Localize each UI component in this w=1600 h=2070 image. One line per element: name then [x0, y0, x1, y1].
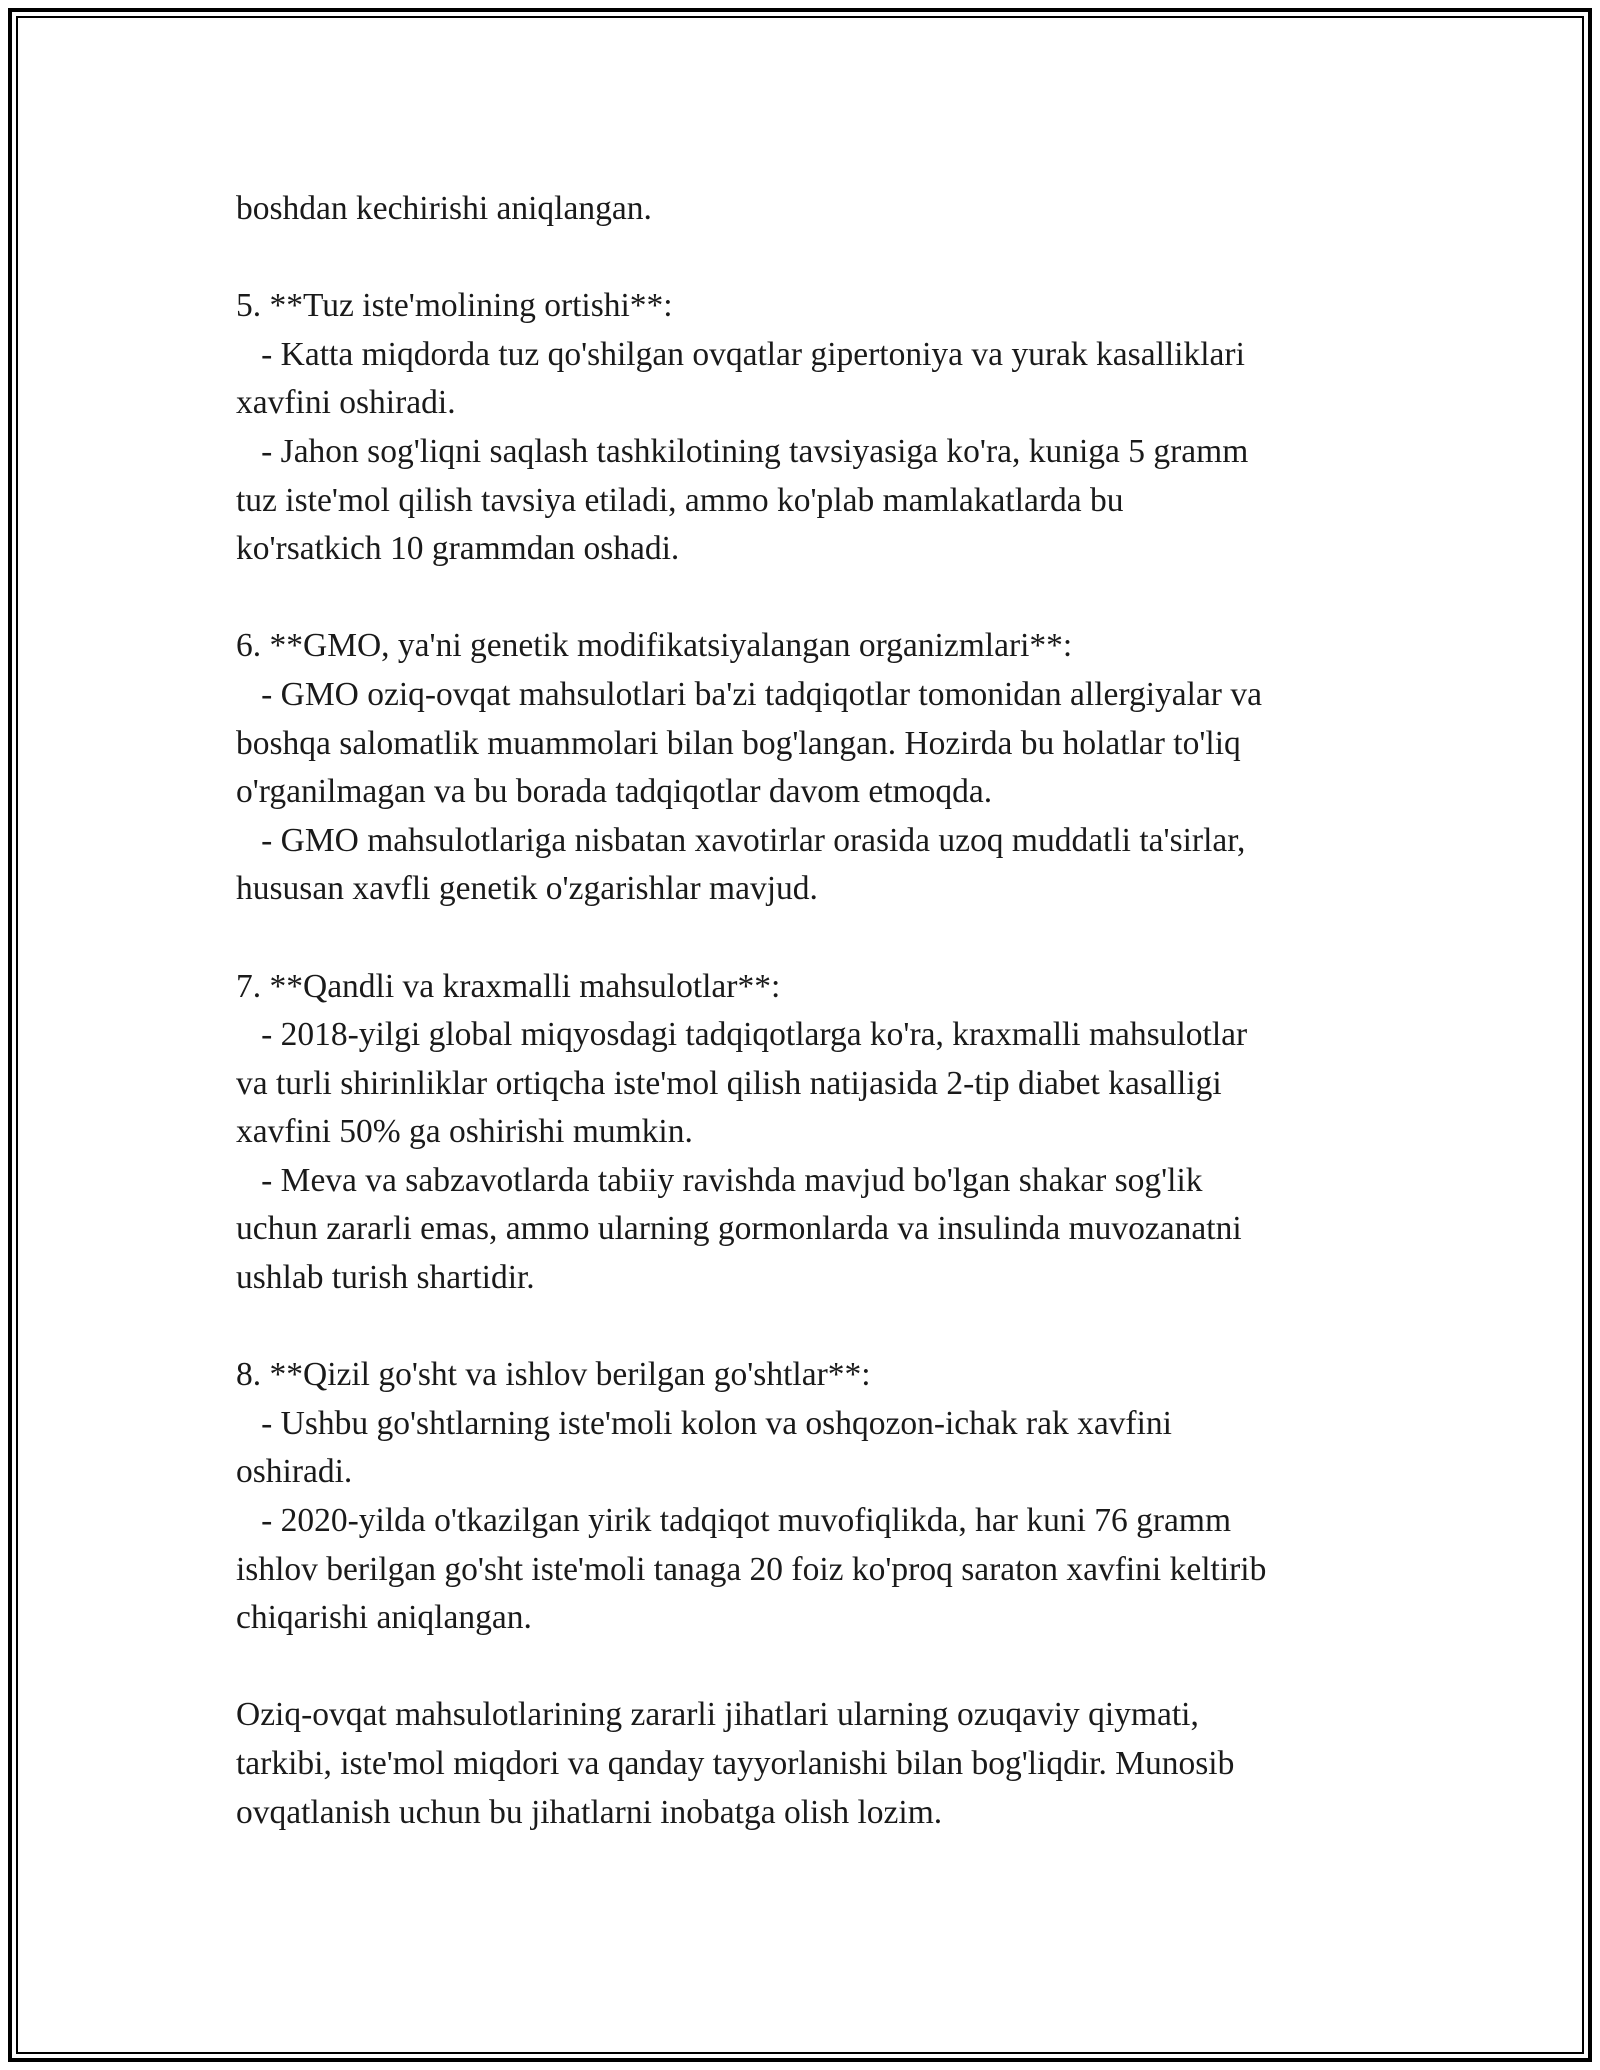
text-line: boshqa salomatlik muammolari bilan bog'langan. Hozirda bu holatlar to'liq — [236, 724, 1241, 762]
paragraph-gap — [236, 1643, 1366, 1692]
section-heading-salt: 5. **Tuz iste'molining ortishi**: — [236, 287, 673, 325]
conclusion-line: ovqatlanish uchun bu jihatlarni inobatga olish lozim. — [236, 1793, 943, 1831]
text-line: - Ushbu go'shtlarning iste'moli kolon va oshqozon-ichak rak xavfini — [236, 1404, 1172, 1442]
text-line: - Jahon sog'liqni saqlash tashkilotining tavsiyasiga ko'ra, kuniga 5 gramm — [236, 432, 1249, 470]
document-body — [236, 185, 1366, 1837]
conclusion-line: Oziq-ovqat mahsulotlarining zararli jihatlari ularning ozuqaviy qiymati, — [236, 1696, 1199, 1734]
text-line: uchun zararli emas, ammo ularning gormonlarda va insulinda muvozanatni — [236, 1210, 1242, 1248]
text-line: - GMO oziq-ovqat mahsulotlari ba'zi tadqiqotlar tomonidan allergiyalar va — [236, 675, 1262, 713]
paragraph-gap — [236, 234, 1366, 283]
text-line: xavfini 50% ga oshirishi mumkin. — [236, 1113, 693, 1151]
text-line: va turli shirinliklar ortiqcha iste'mol qilish natijasida 2-tip diabet kasalligi — [236, 1064, 1222, 1102]
paragraph-gap — [236, 574, 1366, 623]
text-line: boshdan kechirishi aniqlangan. — [236, 190, 652, 227]
text-line: - GMO mahsulotlariga nisbatan xavotirlar orasida uzoq muddatli ta'sirlar, — [236, 821, 1246, 859]
paragraph-gap — [236, 1303, 1366, 1352]
conclusion-line: tarkibi, iste'mol miqdori va qanday tayyorlanishi bilan bog'liqdir. Munosib — [236, 1745, 1235, 1782]
section-heading-red-meat: 8. **Qizil go'sht va ishlov berilgan go'shtlar**: — [236, 1356, 871, 1394]
paragraph-gap — [236, 914, 1366, 963]
text-line: - Katta miqdorda tuz qo'shilgan ovqatlar gipertoniya va yurak kasalliklari — [236, 335, 1245, 373]
text-line: ko'rsatkich 10 grammdan oshadi. — [236, 530, 680, 568]
text-line: tuz iste'mol qilish tavsiya etiladi, ammo ko'plab mamlakatlarda bu — [236, 481, 1124, 519]
text-line: hususan xavfli genetik o'zgarishlar mavjud. — [236, 870, 818, 908]
text-line: oshiradi. — [236, 1453, 353, 1491]
text-line: o'rganilmagan va bu borada tadqiqotlar davom etmoqda. — [236, 773, 993, 811]
text-line: - Meva va sabzavotlarda tabiiy ravishda mavjud bo'lgan shakar sog'lik — [236, 1161, 1203, 1199]
text-line: ishlov berilgan go'sht iste'moli tanaga 20 foiz ko'proq saraton xavfini keltirib — [236, 1550, 1267, 1588]
text-line: chiqarishi aniqlangan. — [236, 1599, 532, 1637]
section-heading-sugar-starch: 7. **Qandli va kraxmalli mahsulotlar**: — [236, 967, 781, 1005]
section-heading-gmo: 6. **GMO, ya'ni genetik modifikatsiyalangan organizmlari**: — [236, 627, 1073, 665]
text-line: - 2020-yilda o'tkazilgan yirik tadqiqot muvofiqlikda, har kuni 76 gramm — [236, 1502, 1232, 1540]
text-line: xavfini oshiradi. — [236, 384, 456, 422]
text-line: - 2018-yilgi global miqyosdagi tadqiqotlarga ko'ra, kraxmalli mahsulotlar — [236, 1016, 1248, 1054]
text-line: ushlab turish shartidir. — [236, 1259, 535, 1297]
